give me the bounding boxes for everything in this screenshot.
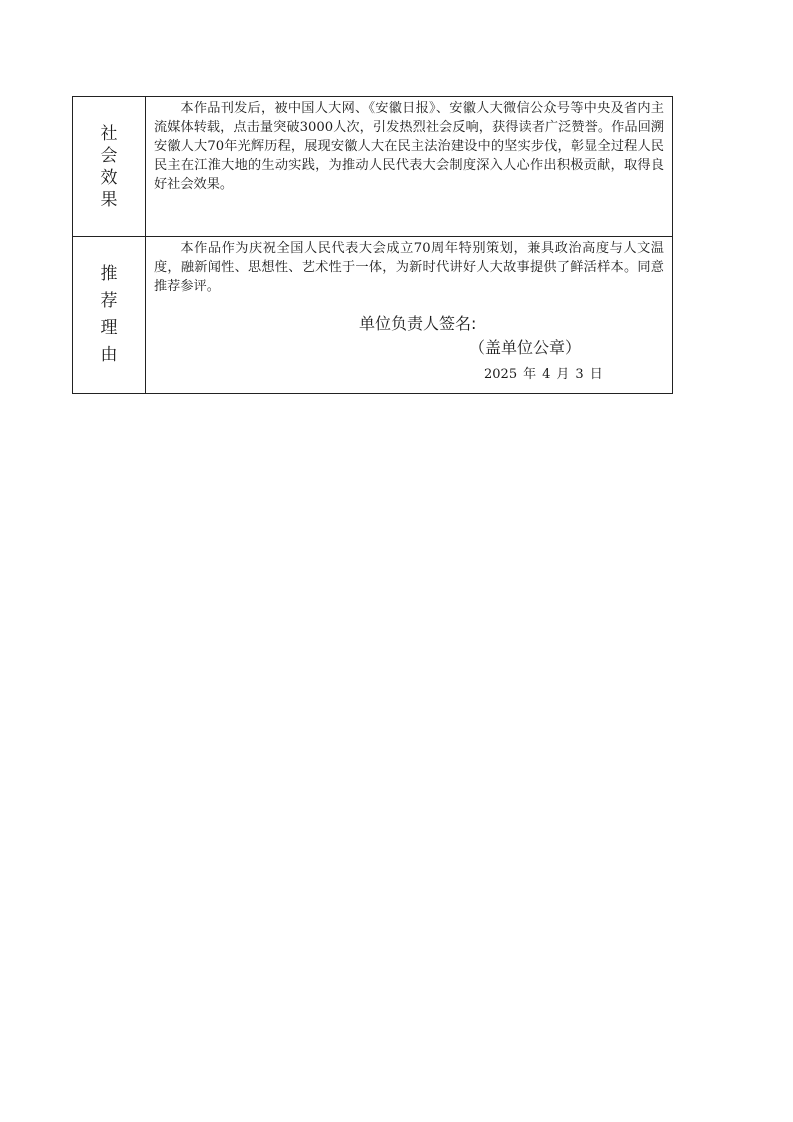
date-month: 4 — [542, 367, 551, 382]
recommendation-text: 本作品作为庆祝全国人民代表大会成立70周年特别策划，兼具政治高度与人文温度，融新闻性、思想性、艺术性于一体，为新时代讲好人大故事提供了鲜活样本。同意推荐参评。 — [154, 241, 664, 294]
social-effect-content-cell — [146, 97, 673, 237]
recommendation-label: 推荐理由 — [100, 264, 118, 365]
social-effect-text: 本作品刊发后，被中国人大网、《安徽日报》、安徽人大微信公众号等中央及省内主流媒体转载，点击量突破3000人次，引发热烈社会反响，获得读者广泛赞誉。作品回溯安徽人大70年光辉历程，展现安徽人大在民主法治建设中的坚实步伐，彰显全过程人民民主在江淮大地的生动实践，为推动人民代表大会制度深入人心作出积极贡献，取得良好社会效果。 — [154, 101, 664, 192]
signature-block — [154, 312, 664, 386]
social-effect-label-cell — [73, 97, 146, 237]
signature-label: 单位负责人签名: — [359, 314, 477, 333]
form-table — [72, 96, 673, 394]
social-effect-row — [73, 97, 673, 237]
date-year-unit: 年 — [523, 367, 537, 382]
social-effect-label: 社会效果 — [100, 123, 118, 210]
date-year: 2025 — [484, 367, 518, 382]
seal-label: （盖单位公章） — [469, 338, 582, 357]
date-day-unit: 日 — [589, 367, 603, 382]
date-day: 3 — [575, 367, 584, 382]
signature-date — [154, 364, 664, 386]
recommendation-content-cell — [146, 237, 673, 394]
recommendation-label-cell — [73, 237, 146, 394]
date-month-unit: 月 — [556, 367, 570, 382]
recommendation-row — [73, 237, 673, 394]
